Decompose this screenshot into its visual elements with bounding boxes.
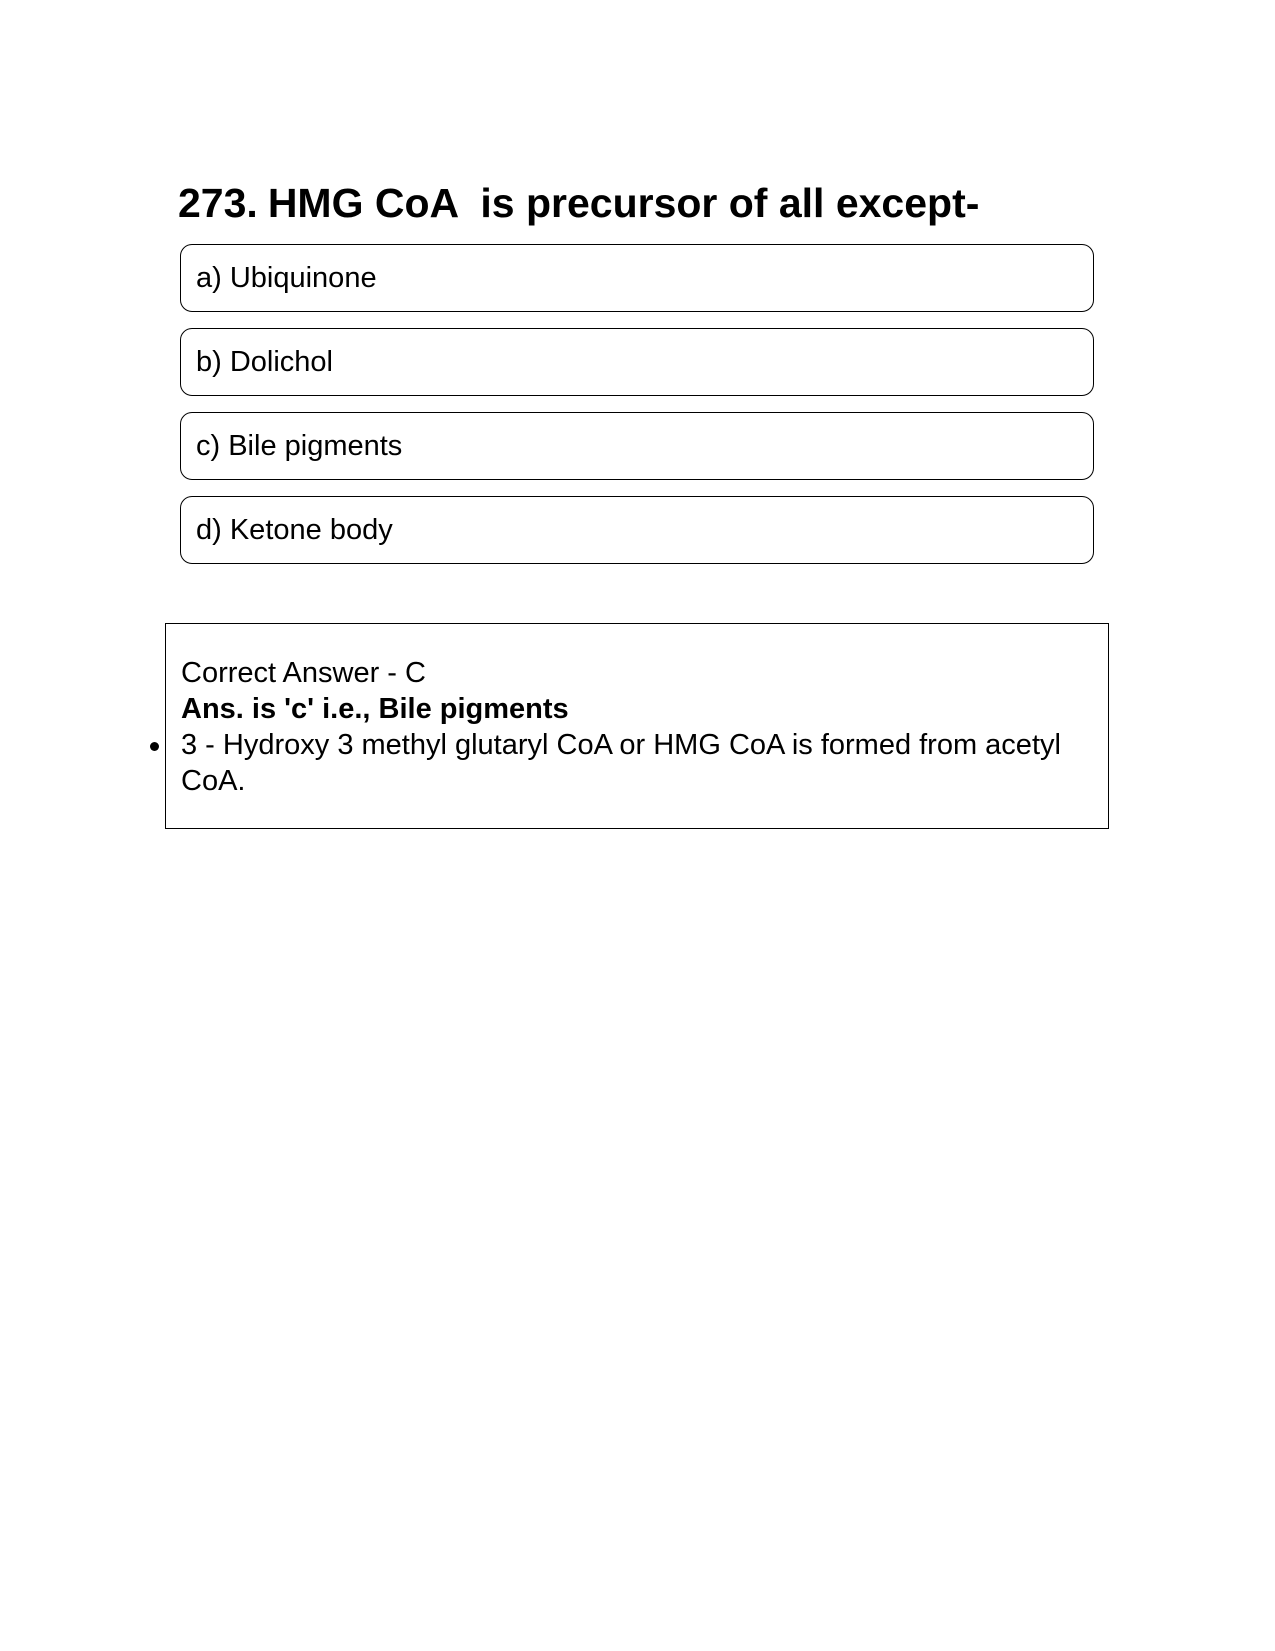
- explanation-bullet-text: 3 - Hydroxy 3 methyl glutaryl CoA or HMG CoA is formed from acetyl CoA.: [181, 729, 1061, 797]
- option-c-label: c) Bile pigments: [196, 429, 403, 462]
- options-list: [180, 244, 1094, 580]
- answer-explanation-box: [165, 623, 1109, 829]
- bullet-icon: [150, 742, 159, 751]
- option-d-label: d) Ketone body: [196, 513, 393, 546]
- option-a[interactable]: [180, 244, 1094, 312]
- question-number: 273.: [178, 180, 258, 226]
- option-b-label: b) Dolichol: [196, 345, 333, 378]
- option-d[interactable]: [180, 496, 1094, 564]
- option-c[interactable]: [180, 412, 1094, 480]
- answer-content: [181, 655, 1068, 799]
- question-title: [178, 180, 979, 227]
- answer-bold-line: Ans. is 'c' i.e., Bile pigments: [181, 693, 569, 725]
- correct-answer-line: Correct Answer - C: [181, 657, 426, 689]
- option-b[interactable]: [180, 328, 1094, 396]
- question-text: HMG CoA is precursor of all except-: [267, 180, 980, 226]
- option-a-label: a) Ubiquinone: [196, 261, 377, 294]
- explanation-bullet: [181, 727, 1068, 799]
